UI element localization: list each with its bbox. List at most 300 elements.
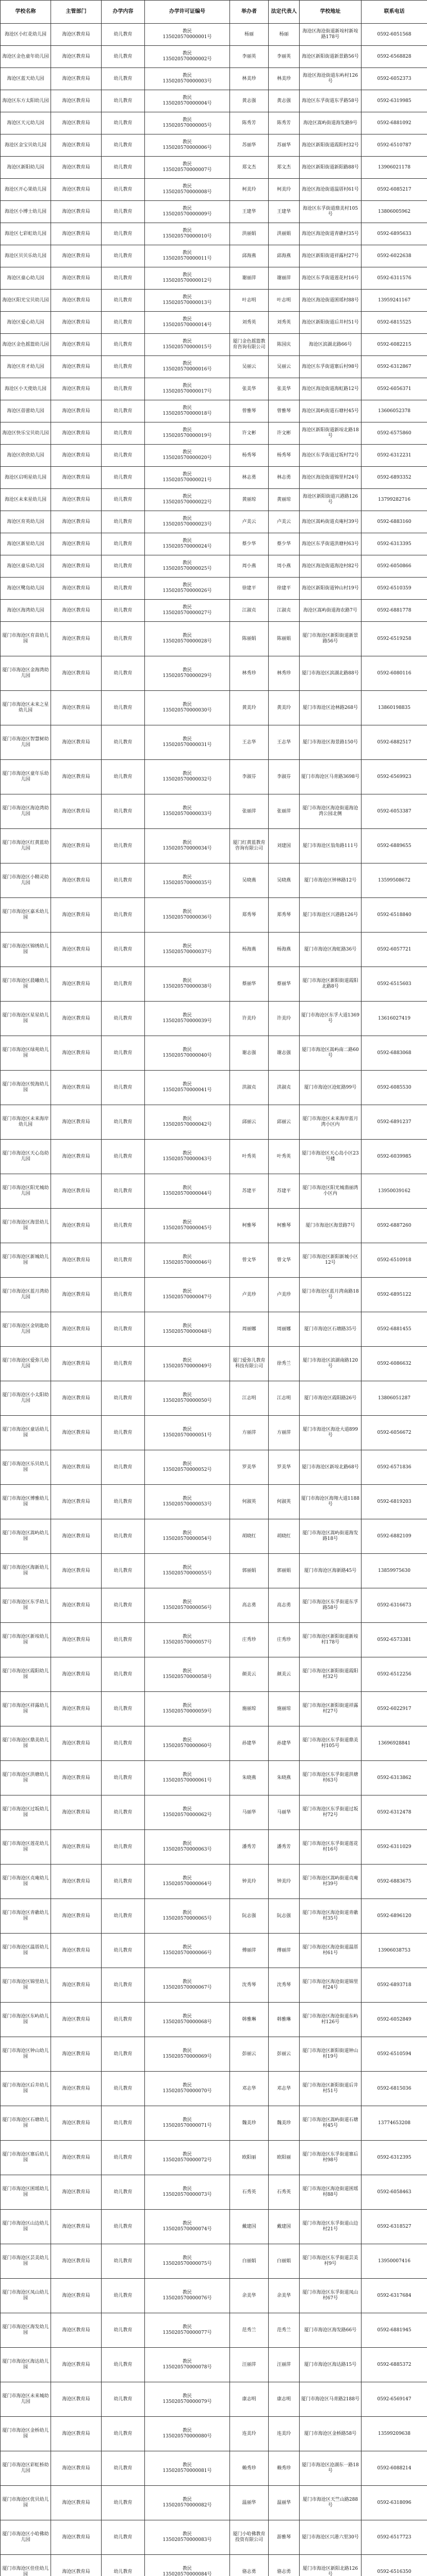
table-row (1, 223, 427, 245)
table-row (1, 933, 427, 967)
table-row (1, 2486, 427, 2520)
license-number-cell (145, 2279, 230, 2313)
legal-representative-cell: 罗美华 (269, 1450, 300, 1485)
founder-cell: 张美华 (230, 378, 269, 400)
phone-cell: 13950007416 (362, 2244, 427, 2279)
address-cell: 厦门市海沧区东孚街道芸美村9号 (300, 2244, 362, 2279)
department-cell: 海沧区教育局 (51, 555, 102, 578)
address-cell: 海沧区嵩屿街道海农路7号 (300, 600, 362, 622)
table-row (1, 2417, 427, 2451)
legal-representative-cell: 韩雅琳 (269, 2003, 300, 2037)
license-number-cell (145, 2313, 230, 2348)
department-cell: 海沧区教育局 (51, 1036, 102, 1071)
address-cell: 厦门市海沧区天竺山路288号 (300, 2486, 362, 2520)
phone-cell: 0592-6510594 (362, 2037, 427, 2072)
founder-cell: 蔡少华 (230, 533, 269, 555)
license-number: 教民135020570000019号 (162, 428, 212, 438)
license-number: 教民135020570000006号 (162, 140, 212, 150)
license-number: 教民135020570000047号 (162, 1289, 212, 1300)
phone-cell: 0592-6052373 (362, 68, 427, 90)
table-row (1, 1416, 427, 1450)
address-cell: 厦门市海沧区新阳街道祥露村27号 (300, 1692, 362, 1726)
program-cell: 幼儿教育 (102, 378, 145, 400)
department-cell: 海沧区教育局 (51, 2417, 102, 2451)
legal-representative-cell: 吴丽云 (269, 356, 300, 378)
department-cell: 海沧区教育局 (51, 2244, 102, 2279)
address-cell: 厦门市海沧区钟林路12号 (300, 863, 362, 898)
program-cell: 幼儿教育 (102, 1899, 145, 1934)
program-cell: 幼儿教育 (102, 1381, 145, 1416)
program-cell: 幼儿教育 (102, 2313, 145, 2348)
legal-representative-cell: 戴建国 (269, 2210, 300, 2244)
school-name-cell: 海沧区蓝天幼儿园 (1, 68, 51, 90)
table-row (1, 267, 427, 290)
school-name-cell: 厦门市海沧区温厝幼儿园 (1, 1934, 51, 1968)
legal-representative-cell: 范秀兰 (269, 2313, 300, 2348)
phone-cell: 13599508672 (362, 863, 427, 898)
department-cell: 海沧区教育局 (51, 898, 102, 933)
license-number-cell (145, 725, 230, 760)
legal-representative-cell: 洪丽娟 (269, 223, 300, 245)
license-number: 教民135020570000049号 (162, 1358, 212, 1369)
table-body (1, 24, 427, 2576)
department-cell: 海沧区教育局 (51, 1002, 102, 1036)
founder-cell: 骆志勇 (230, 2555, 269, 2576)
school-name-cell: 厦门市海沧区童话幼儿园 (1, 1416, 51, 1450)
address-cell: 厦门市海沧区兴港路126号 (300, 898, 362, 933)
legal-representative-cell: 马丽华 (269, 1795, 300, 1830)
department-cell: 海沧区教育局 (51, 933, 102, 967)
department-cell: 海沧区教育局 (51, 223, 102, 245)
school-name-cell: 海沧区新阳幼儿园 (1, 157, 51, 179)
legal-representative-cell: 郭丽娟 (269, 1554, 300, 1588)
address-cell: 厦门市海沧区新阳街道新垵村178号 (300, 1623, 362, 1657)
phone-cell: 13599209638 (362, 2417, 427, 2451)
table-row (1, 1278, 427, 1312)
department-cell: 海沧区教育局 (51, 378, 102, 400)
license-number: 教民135020570000053号 (162, 1496, 212, 1507)
address-cell: 海沧区新阳街道新阳路88号 (300, 157, 362, 179)
address-cell: 厦门市海沧区新阳新城小区12号 (300, 1243, 362, 1278)
founder-cell: 曾文华 (230, 1243, 269, 1278)
address-cell: 海沧区海沧街道温厝村61号 (300, 179, 362, 201)
table-row (1, 725, 427, 760)
license-number-cell (145, 1381, 230, 1416)
phone-cell: 0592-6058463 (362, 2175, 427, 2210)
founder-cell: 许文彬 (230, 422, 269, 445)
license-number: 教民135020570000013号 (162, 295, 212, 306)
license-number: 教民135020570000050号 (162, 1393, 212, 1403)
license-number-cell (145, 1519, 230, 1554)
license-number: 教民135020570000030号 (162, 702, 212, 713)
license-number-cell (145, 334, 230, 356)
address-cell: 海沧区嵩屿街道石塘村45号 (300, 400, 362, 422)
school-name-cell: 厦门市海沧区博雅幼儿园 (1, 1485, 51, 1519)
table-row (1, 1865, 427, 1899)
founder-cell: 李丽英 (230, 46, 269, 68)
legal-representative-cell: 林秀珍 (269, 656, 300, 691)
phone-cell: 0592-6311029 (362, 1830, 427, 1865)
license-number-cell (145, 1623, 230, 1657)
department-cell: 海沧区教育局 (51, 2072, 102, 2106)
legal-representative-cell: 江志明 (269, 1381, 300, 1416)
license-number: 教民135020570000079号 (162, 2394, 212, 2404)
department-cell: 海沧区教育局 (51, 2279, 102, 2313)
phone-cell: 0592-6313862 (362, 1761, 427, 1795)
founder-cell: 林志勇 (230, 467, 269, 489)
program-cell: 幼儿教育 (102, 725, 145, 760)
license-number-cell (145, 2555, 230, 2576)
license-number-cell (145, 1278, 230, 1312)
program-cell: 幼儿教育 (102, 334, 145, 356)
license-number-cell (145, 68, 230, 90)
phone-cell: 0592-6893718 (362, 1968, 427, 2003)
license-number: 教民135020570000024号 (162, 538, 212, 549)
address-cell: 厦门市海沧区未来海岸蓝月湾小区内 (300, 1105, 362, 1140)
department-cell: 海沧区教育局 (51, 1830, 102, 1865)
license-number: 教民135020570000003号 (162, 73, 212, 84)
legal-representative-cell: 李淑芬 (269, 760, 300, 794)
license-number: 教民135020570000062号 (162, 1807, 212, 1818)
legal-representative-cell: 刘建国 (269, 829, 300, 863)
legal-representative-cell: 余美华 (269, 2279, 300, 2313)
legal-representative-cell: 陈国庆 (269, 334, 300, 356)
founder-cell: 张丽萍 (230, 794, 269, 829)
address-cell: 海沧区海沧街道新垵村新垵路178号 (300, 24, 362, 46)
school-name-cell: 厦门市海沧区寨后幼儿园 (1, 2141, 51, 2175)
legal-representative-cell: 谢志强 (269, 1036, 300, 1071)
table-row (1, 898, 427, 933)
license-number: 教民135020570000082号 (162, 2497, 212, 2508)
program-cell: 幼儿教育 (102, 467, 145, 489)
license-number: 教民135020570000026号 (162, 583, 212, 594)
legal-representative-cell: 何淑英 (269, 1485, 300, 1519)
phone-cell: 13859975630 (362, 1554, 427, 1588)
founder-cell: 苏丽华 (230, 134, 269, 157)
school-name-cell: 厦门市海沧区海发幼儿园 (1, 2313, 51, 2348)
table-row (1, 2003, 427, 2037)
license-number-cell (145, 2141, 230, 2175)
license-number-cell (145, 312, 230, 334)
department-cell: 海沧区教育局 (51, 1934, 102, 1968)
license-number-cell (145, 1243, 230, 1278)
table-row (1, 2555, 427, 2576)
phone-cell: 13606052378 (362, 400, 427, 422)
department-cell: 海沧区教育局 (51, 794, 102, 829)
license-number: 教民135020570000009号 (162, 206, 212, 217)
school-name-cell: 厦门市海沧区悦海幼儿园 (1, 1071, 51, 1105)
department-cell: 海沧区教育局 (51, 1209, 102, 1243)
table-row (1, 422, 427, 445)
table-row (1, 2279, 427, 2313)
school-name-cell: 海沧区天元幼儿园 (1, 112, 51, 134)
legal-representative-cell: 温丽华 (269, 2486, 300, 2520)
founder-cell: 厦门金色摇篮教育咨询有限公司 (230, 334, 269, 356)
program-cell: 幼儿教育 (102, 1416, 145, 1450)
phone-cell: 0592-6569147 (362, 2382, 427, 2417)
department-cell: 海沧区教育局 (51, 1278, 102, 1312)
phone-cell: 0592-6313395 (362, 533, 427, 555)
program-cell: 幼儿教育 (102, 46, 145, 68)
school-name-cell: 海沧区快乐宝贝幼儿园 (1, 422, 51, 445)
legal-representative-cell: 连美玲 (269, 2417, 300, 2451)
founder-cell: 林秀珍 (230, 656, 269, 691)
legal-representative-cell: 汪丽萍 (269, 2348, 300, 2382)
phone-cell: 0592-6815525 (362, 312, 427, 334)
phone-cell: 0592-6895122 (362, 1278, 427, 1312)
address-cell: 厦门市海沧区海沧街道青礁村35号 (300, 1899, 362, 1934)
founder-cell: 洪淑贞 (230, 1071, 269, 1105)
table-row (1, 511, 427, 533)
legal-representative-cell: 李丽英 (269, 46, 300, 68)
department-cell: 海沧区教育局 (51, 1416, 102, 1450)
legal-representative-cell: 白丽娟 (269, 2244, 300, 2279)
table-row (1, 1830, 427, 1865)
license-number-cell (145, 1865, 230, 1899)
address-cell: 海沧区海沧街道囷瑶村88号 (300, 290, 362, 312)
license-number: 教民135020570000084号 (162, 2566, 212, 2576)
department-cell: 海沧区教育局 (51, 24, 102, 46)
address-cell: 厦门市海沧区海沧街道温厝村61号 (300, 1934, 362, 1968)
program-cell: 幼儿教育 (102, 290, 145, 312)
table-row (1, 467, 427, 489)
table-row (1, 245, 427, 267)
license-number-cell (145, 600, 230, 622)
program-cell: 幼儿教育 (102, 1347, 145, 1381)
legal-representative-cell: 高志勇 (269, 1588, 300, 1623)
table-header-row (1, 1, 427, 24)
table-row (1, 1554, 427, 1588)
program-cell: 幼儿教育 (102, 1692, 145, 1726)
license-number: 教民135020570000066号 (162, 1945, 212, 1956)
school-name-cell: 厦门市海沧区莲花幼儿园 (1, 1830, 51, 1865)
legal-representative-cell: 卢美珍 (269, 1278, 300, 1312)
license-number: 教民135020570000022号 (162, 494, 212, 505)
department-cell: 海沧区教育局 (51, 1485, 102, 1519)
table-row (1, 68, 427, 90)
phone-cell: 0592-6316673 (362, 1588, 427, 1623)
department-cell: 海沧区教育局 (51, 1554, 102, 1588)
phone-cell: 0592-6510787 (362, 134, 427, 157)
table-row (1, 1036, 427, 1071)
table-row (1, 134, 427, 157)
program-cell: 幼儿教育 (102, 2451, 145, 2486)
license-number: 教民135020570000038号 (162, 978, 212, 989)
phone-cell: 0592-6319985 (362, 90, 427, 112)
address-cell: 海沧区嵩屿街道海发路9号 (300, 112, 362, 134)
founder-cell: 苏建平 (230, 1174, 269, 1209)
founder-cell: 颜美云 (230, 1657, 269, 1692)
table-row (1, 555, 427, 578)
license-number-cell (145, 555, 230, 578)
address-cell: 厦门市海沧区新阳北路126号 (300, 2555, 362, 2576)
program-cell: 幼儿教育 (102, 1519, 145, 1554)
school-name-cell: 厦门市海沧区东孚幼儿园 (1, 1588, 51, 1623)
legal-representative-cell: 孙建华 (269, 1726, 300, 1761)
address-cell: 厦门市海沧区海沧街道海沧湾公园北侧 (300, 794, 362, 829)
license-number: 教民135020570000016号 (162, 361, 212, 372)
address-cell: 厦门市海沧区马青路2188号 (300, 2382, 362, 2417)
founder-cell: 吴晓燕 (230, 863, 269, 898)
phone-cell: 13696928841 (362, 1726, 427, 1761)
address-cell: 海沧区东孚街道过坂村72号 (300, 445, 362, 467)
license-number-cell (145, 24, 230, 46)
founder-cell: 马丽华 (230, 1795, 269, 1830)
department-cell: 海沧区教育局 (51, 2451, 102, 2486)
license-number-cell (145, 1830, 230, 1865)
license-number: 教民135020570000056号 (162, 1600, 212, 1611)
license-number-cell (145, 90, 230, 112)
license-number: 教民135020570000057号 (162, 1634, 212, 1645)
founder-cell: 黄美玲 (230, 691, 269, 725)
table-row (1, 179, 427, 201)
phone-cell: 0592-6893352 (362, 467, 427, 489)
header-department: 主管部门 (51, 1, 102, 24)
program-cell: 幼儿教育 (102, 1450, 145, 1485)
license-number-cell (145, 2451, 230, 2486)
address-cell: 厦门市海沧区海新路45号 (300, 1554, 362, 1588)
founder-cell: 罗美华 (230, 1450, 269, 1485)
department-cell: 海沧区教育局 (51, 1243, 102, 1278)
license-number: 教民135020570000074号 (162, 2221, 212, 2232)
address-cell: 厦门市海沧区东孚街道过坂村72号 (300, 1795, 362, 1830)
founder-cell: 邱丽云 (230, 1105, 269, 1140)
department-cell: 海沧区教育局 (51, 1450, 102, 1485)
license-number-cell (145, 1485, 230, 1519)
school-name-cell: 厦门市海沧区天心岛幼儿园 (1, 1140, 51, 1174)
legal-representative-cell: 潘秀芳 (269, 1830, 300, 1865)
department-cell: 海沧区教育局 (51, 967, 102, 1002)
address-cell: 厦门市海沧区金桥路58号 (300, 2417, 362, 2451)
legal-representative-cell: 骆志勇 (269, 2555, 300, 2576)
table-row (1, 794, 427, 829)
legal-representative-cell: 黄丽琼 (269, 489, 300, 511)
address-cell: 厦门市海沧区东孚街道莲花村16号 (300, 1830, 362, 1865)
department-cell: 海沧区教育局 (51, 134, 102, 157)
department-cell: 海沧区教育局 (51, 2106, 102, 2141)
license-number: 教民135020570000069号 (162, 2048, 212, 2059)
address-cell: 厦门市海沧区东孚街道寨后村98号 (300, 2141, 362, 2175)
address-cell: 海沧区新阳街道兴港路126号 (300, 489, 362, 511)
table-row (1, 201, 427, 223)
license-number: 教民135020570000029号 (162, 668, 212, 679)
school-name-cell: 厦门市海沧区过坂幼儿园 (1, 1795, 51, 1830)
address-cell: 厦门市海沧区沧林路268号 (300, 691, 362, 725)
school-name-cell: 厦门市海沧区霞阳幼儿园 (1, 1657, 51, 1692)
phone-cell: 13950039162 (362, 1174, 427, 1209)
license-number-cell (145, 445, 230, 467)
table-row (1, 863, 427, 898)
license-number-cell (145, 290, 230, 312)
legal-representative-cell: 张美华 (269, 378, 300, 400)
legal-representative-cell: 叶志明 (269, 290, 300, 312)
program-cell: 幼儿教育 (102, 1865, 145, 1899)
department-cell: 海沧区教育局 (51, 511, 102, 533)
table-row (1, 489, 427, 511)
department-cell: 海沧区教育局 (51, 2520, 102, 2555)
founder-cell: 潘秀芳 (230, 1830, 269, 1865)
license-number-cell (145, 1347, 230, 1381)
table-row (1, 1761, 427, 1795)
phone-cell: 0592-6056672 (362, 1416, 427, 1450)
program-cell: 幼儿教育 (102, 445, 145, 467)
license-number-cell (145, 378, 230, 400)
license-number: 教民135020570000041号 (162, 1082, 212, 1093)
founder-cell: 黄丽琼 (230, 489, 269, 511)
license-number-cell (145, 2037, 230, 2072)
program-cell: 幼儿教育 (102, 1312, 145, 1347)
phone-cell: 0592-6317684 (362, 2279, 427, 2313)
school-name-cell: 厦门市海沧区小哈佛幼儿园 (1, 2520, 51, 2555)
license-number-cell (145, 267, 230, 290)
license-number-cell (145, 157, 230, 179)
program-cell: 幼儿教育 (102, 1623, 145, 1657)
license-number: 教民135020570000071号 (162, 2117, 212, 2128)
school-name-cell: 海沧区金色童年幼儿园 (1, 46, 51, 68)
legal-representative-cell: 陈秀芳 (269, 112, 300, 134)
license-number-cell (145, 422, 230, 445)
department-cell: 海沧区教育局 (51, 2175, 102, 2210)
legal-representative-cell: 王建华 (269, 201, 300, 223)
address-cell: 厦门市海沧区海翔大道1188号 (300, 1485, 362, 1519)
founder-cell: 范秀兰 (230, 2313, 269, 2348)
address-cell: 厦门市海沧区东孚大道1369号 (300, 1002, 362, 1036)
phone-cell: 0592-6510359 (362, 578, 427, 600)
header-address: 学校地址 (300, 1, 362, 24)
school-name-cell: 厦门市海沧区海达幼儿园 (1, 2348, 51, 2382)
founder-cell: 汪丽萍 (230, 2348, 269, 2382)
license-number-cell (145, 1002, 230, 1036)
department-cell: 海沧区教育局 (51, 656, 102, 691)
program-cell: 幼儿教育 (102, 511, 145, 533)
founder-cell: 江淑贞 (230, 600, 269, 622)
school-name-cell: 海沧区贝贝乐幼儿园 (1, 245, 51, 267)
table-row (1, 24, 427, 46)
license-number-cell (145, 2417, 230, 2451)
founder-cell: 杨海燕 (230, 933, 269, 967)
phone-cell: 13860198835 (362, 691, 427, 725)
table-row (1, 2348, 427, 2382)
school-name-cell: 厦门市海沧区新垵幼儿园 (1, 1623, 51, 1657)
address-cell: 海沧区新阳街道新垵北路18号 (300, 422, 362, 445)
department-cell: 海沧区教育局 (51, 2555, 102, 2576)
phone-cell: 0592-6569923 (362, 760, 427, 794)
license-number: 教民135020570000064号 (162, 1876, 212, 1887)
founder-cell: 厦门小哈佛教育投资有限公司 (230, 2520, 269, 2555)
school-name-cell: 厦门市海沧区凤山幼儿园 (1, 2279, 51, 2313)
department-cell: 海沧区教育局 (51, 1968, 102, 2003)
program-cell: 幼儿教育 (102, 1174, 145, 1209)
program-cell: 幼儿教育 (102, 967, 145, 1002)
legal-representative-cell: 叶秀英 (269, 1140, 300, 1174)
program-cell: 幼儿教育 (102, 2486, 145, 2520)
founder-cell: 阮志强 (230, 1899, 269, 1934)
legal-representative-cell: 蔡丽华 (269, 967, 300, 1002)
license-number-cell (145, 656, 230, 691)
founder-cell: 卢美云 (230, 511, 269, 533)
founder-cell: 施丽琼 (230, 1692, 269, 1726)
phone-cell: 13806005962 (362, 201, 427, 223)
program-cell: 幼儿教育 (102, 794, 145, 829)
phone-cell: 13906038753 (362, 1934, 427, 1968)
table-row (1, 1140, 427, 1174)
phone-cell: 0592-6052849 (362, 2003, 427, 2037)
program-cell: 幼儿教育 (102, 1485, 145, 1519)
license-number-cell (145, 1450, 230, 1485)
license-number: 教民135020570000073号 (162, 2187, 212, 2197)
license-number-cell (145, 1726, 230, 1761)
founder-cell: 刘秀英 (230, 312, 269, 334)
